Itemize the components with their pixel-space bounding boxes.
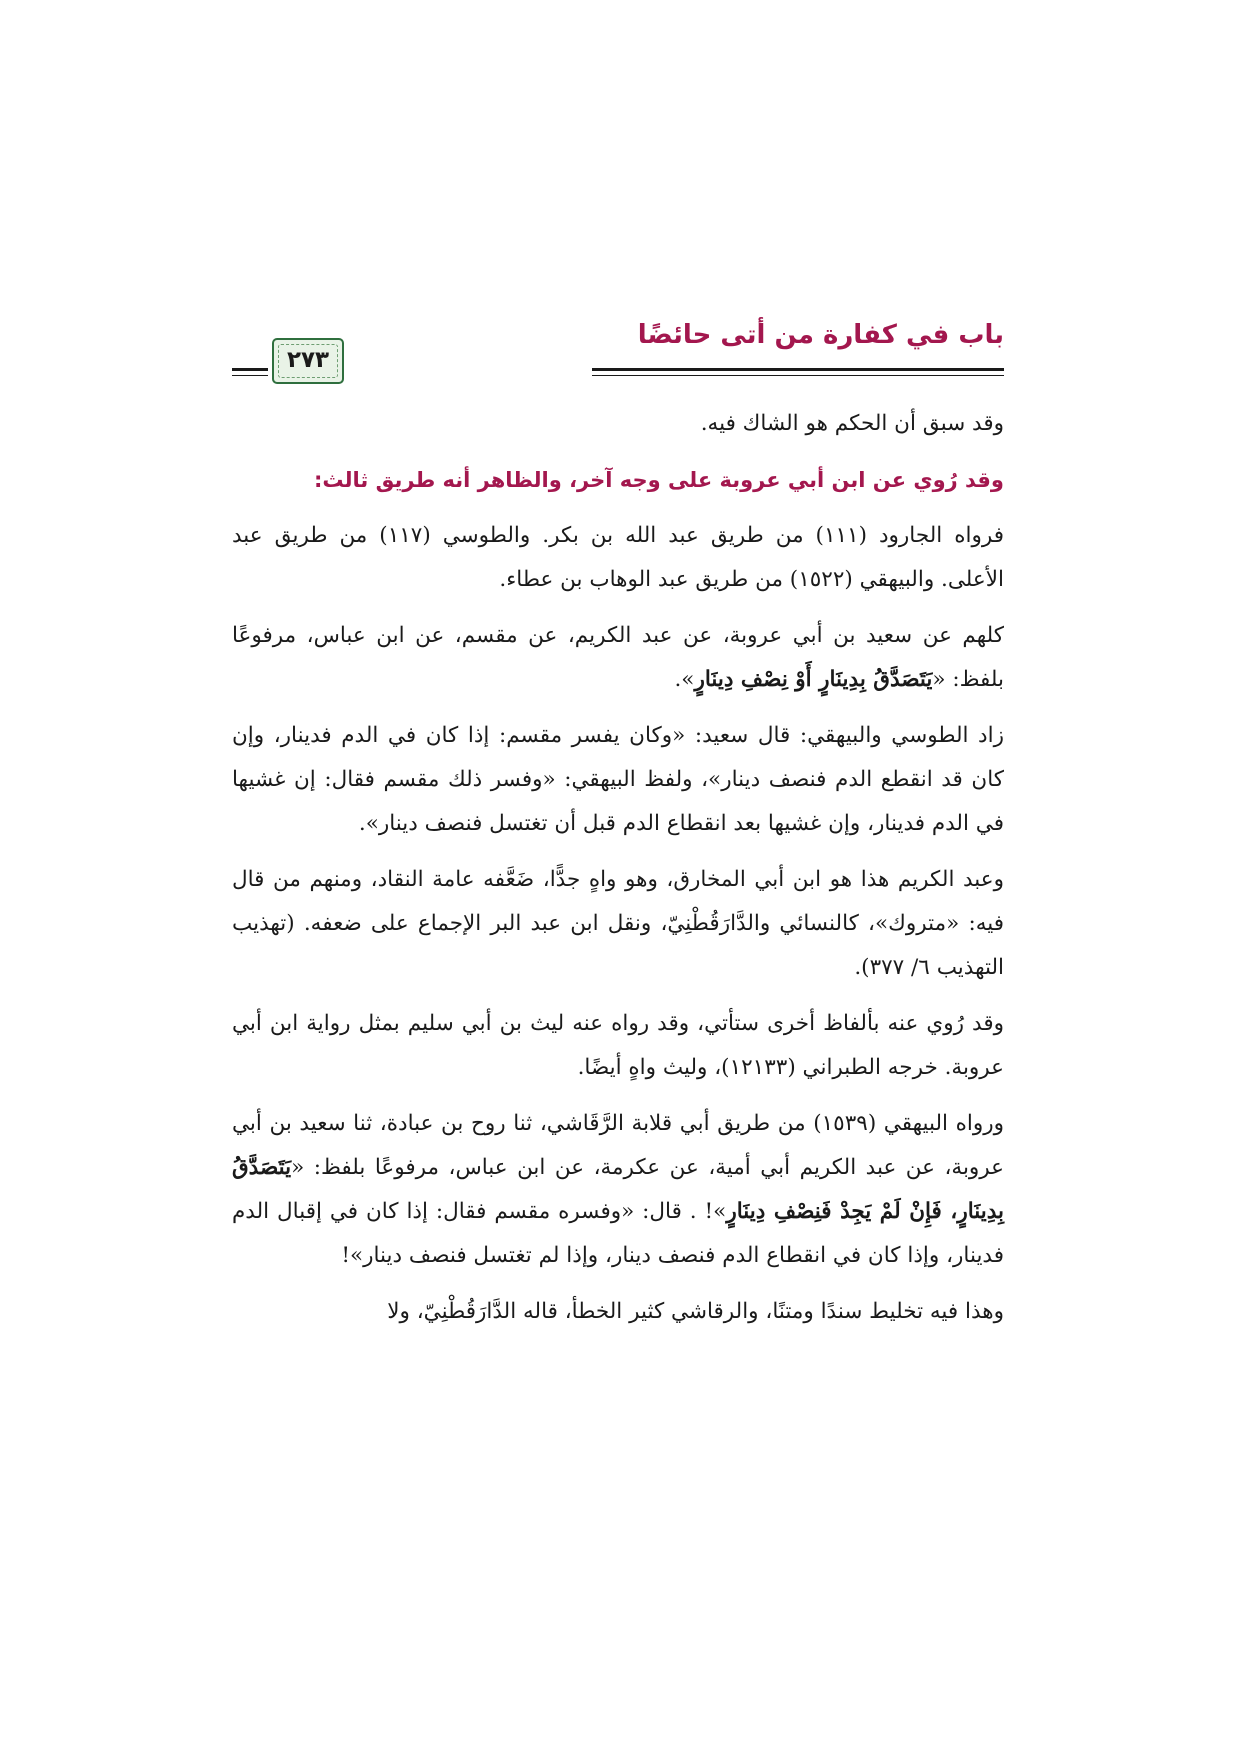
paragraph-text: كلهم عن سعيد بن أبي عروبة، عن عبد الكريم، عن مقسم، عن ابن عباس، مرفوعًا بلفظ: «: [232, 623, 1004, 692]
paragraph-text: »! . قال: «وفسره مقسم فقال: إذا كان في إقبال الدم فدينار، وإذا كان في انقطاع الدم فنصف دينار، وإذا لم تغتسل فنصف دينار»!: [232, 1199, 1004, 1268]
paragraph: وقد سبق أن الحكم هو الشاك فيه.: [700, 411, 1004, 436]
body-text: [232, 402, 1004, 1346]
header-rule-left-thin: [232, 375, 268, 376]
chapter-title: باب في كفارة من أتى حائضًا: [637, 320, 1004, 350]
header-rule-left: [232, 368, 268, 371]
page-header: [232, 318, 1004, 392]
paragraph: وعبد الكريم هذا هو ابن أبي المخارق، وهو واهٍ جدًّا، ضَعَّفه عامة النقاد، ومنهم من قال فيه: «متروك»، كالنسائي والدَّارَقُطْنِيّ، ونقل ابن عبد البر الإجماع على ضعفه. (تهذيب التهذيب ٦/ ٣٧٧).: [232, 867, 1004, 980]
hadith-text: يَتَصَدَّقُ بِدِينَارٍ، فَإِنْ لَمْ يَجِدْ فَنِصْفِ دِينَارٍ: [232, 1155, 1004, 1224]
paragraph: زاد الطوسي والبيهقي: قال سعيد: «وكان يفسر مقسم: إذا كان في الدم فدينار، وإن كان قد انقطع الدم فنصف دينار»، ولفظ البيهقي: «وفسر ذلك مقسم فقال: إن غشيها في الدم فدينار، وإن غشيها بعد انقطاع الدم قبل أن تغتسل فنصف دينار».: [232, 723, 1004, 836]
page-number: ٢٧٣: [286, 347, 330, 373]
paragraph: وقد رُوي عنه بألفاظ أخرى ستأتي، وقد رواه عنه ليث بن أبي سليم بمثل رواية ابن أبي عروبة. خرجه الطبراني (١٢١٣٣)، وليث واهٍ أيضًا.: [232, 1011, 1004, 1080]
page-number-frame: [272, 338, 344, 384]
header-rule: [592, 368, 1004, 371]
paragraph: [232, 614, 1004, 702]
hadith-text: يَتَصَدَّقُ بِدِينَارٍ أَوْ نِصْفِ دِينَارٍ: [694, 667, 933, 692]
header-rule-thin: [592, 375, 1004, 376]
section-heading: وقد رُوي عن ابن أبي عروبة على وجه آخر، والظاهر أنه طريق ثالث:: [313, 468, 1004, 492]
paragraph: وهذا فيه تخليط سندًا ومتنًا، والرقاشي كثير الخطأ، قاله الدَّارَقُطْنِيّ، ولا: [387, 1299, 1004, 1324]
paragraph: [232, 1102, 1004, 1278]
paragraph: فرواه الجارود (١١١) من طريق عبد الله بن بكر. والطوسي (١١٧) من طريق عبد الأعلى. والبيهقي (١٥٢٢) من طريق عبد الوهاب بن عطاء.: [232, 523, 1004, 592]
paragraph-text: ورواه البيهقي (١٥٣٩) من طريق أبي قلابة الرَّقَاشي، ثنا روح بن عبادة، ثنا سعيد بن أبي عروبة، عن عبد الكريم أبي أمية، عن عكرمة، عن ابن عباس، مرفوعًا بلفظ: «: [232, 1111, 1004, 1180]
paragraph-text: ».: [674, 667, 695, 692]
